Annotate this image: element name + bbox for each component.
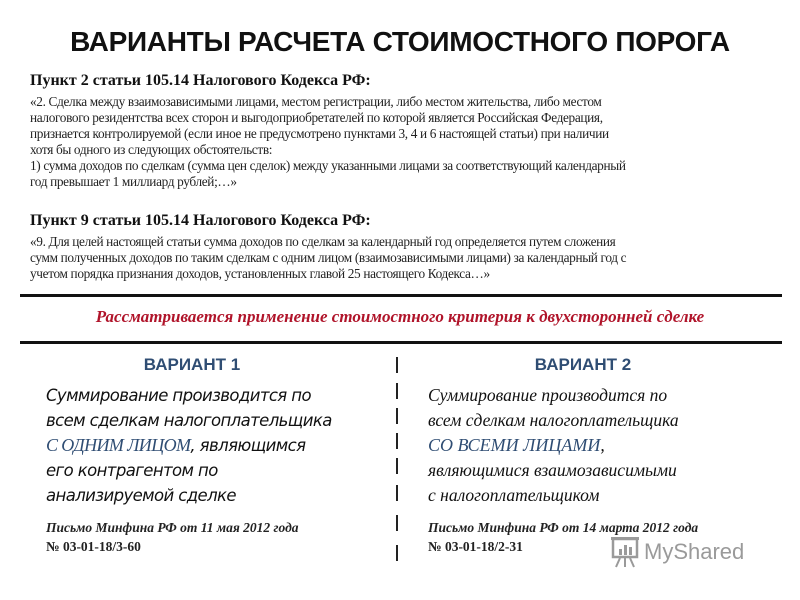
text-line [46, 433, 386, 458]
text-line: являющимися взаимозависимыми [428, 460, 677, 480]
text-line: «9. Для целей настоящей статьи сумма доходов по сделкам за календарный год определяется путем сложения [30, 234, 616, 249]
text-line: всем сделкам налогоплательщика [428, 410, 679, 430]
text-line: признается контролируемой (если иное не предусмотрено пунктами 3, 4 и 6 настоящей статьи) при наличии [30, 126, 609, 141]
letter-line: Письмо Минфина РФ от 14 марта 2012 года [428, 520, 699, 535]
divider-top [20, 294, 782, 297]
text-line: с налогоплательщиком [428, 485, 600, 505]
divider-dash [396, 433, 398, 449]
text-line: «2. Сделка между взаимозависимыми лицами, местом регистрации, либо местом жительства, либо местом [30, 94, 602, 109]
divider-bottom [20, 341, 782, 344]
text-line: год превышает 1 миллиард рублей;…» [30, 174, 237, 189]
section1-heading: Пункт 2 статьи 105.14 Налогового Кодекса РФ: [30, 72, 371, 89]
text-line: 1) сумма доходов по сделкам (сумма цен сделок) между указанными лицами за соответствующий календарный [30, 158, 626, 173]
divider-dash [396, 408, 398, 424]
text-line: налогового резидентства всех сторон и выгодоприобретателей по которой является Российская Федерация, [30, 110, 603, 125]
letter-number: № 03-01-18/2-31 [428, 539, 523, 554]
watermark-text: MyShared [644, 539, 745, 564]
divider-dash [396, 383, 398, 399]
section1-text [30, 94, 790, 190]
variant1-text [46, 383, 386, 508]
text-line [428, 433, 778, 458]
divider-dash [396, 357, 398, 373]
text-line: его контрагентом по [46, 461, 218, 480]
text-line: Суммирование производится по [428, 385, 668, 405]
divider-dash [396, 458, 398, 474]
text-line: учетом порядка признания доходов, установленных главой 25 настоящего Кодекса…» [30, 266, 490, 281]
section2-heading: Пункт 9 статьи 105.14 Налогового Кодекса РФ: [30, 212, 371, 229]
criterion-text: Рассматривается применение стоимостного критерия к двухсторонней сделке [95, 307, 705, 326]
variant2-text [428, 383, 778, 508]
slide-title: ВАРИАНТЫ РАСЧЕТА СТОИМОСТНОГО ПОРОГА [70, 26, 730, 57]
variant2-heading: ВАРИАНТ 2 [534, 355, 632, 374]
text-line: всем сделкам налогоплательщика [46, 411, 332, 430]
highlight: СО ВСЕМИ ЛИЦАМИ [428, 435, 601, 455]
watermark [610, 536, 744, 568]
variant1-letter [46, 518, 299, 556]
text-line: Суммирование производится по [46, 386, 311, 405]
letter-line: Письмо Минфина РФ от 11 мая 2012 года [46, 520, 299, 535]
divider-dash [396, 515, 398, 531]
highlight: С ОДНИМ ЛИЦОМ [46, 435, 191, 455]
text-fragment: , [600, 435, 605, 455]
letter-number: № 03-01-18/3-60 [46, 539, 141, 554]
text-line: хотя бы одного из следующих обстоятельств: [30, 142, 273, 157]
text-line: анализируемой сделке [46, 486, 236, 505]
section2-text [30, 234, 790, 282]
divider-dash [396, 545, 398, 561]
text-fragment: , являющимся [190, 436, 306, 455]
text-line: сумм полученных доходов по таким сделкам с одним лицом (взаимозависимыми лицами) за календарный год с [30, 250, 627, 265]
variant1-heading: ВАРИАНТ 1 [143, 355, 241, 374]
divider-dash [396, 485, 398, 501]
presentation-icon [610, 536, 640, 568]
